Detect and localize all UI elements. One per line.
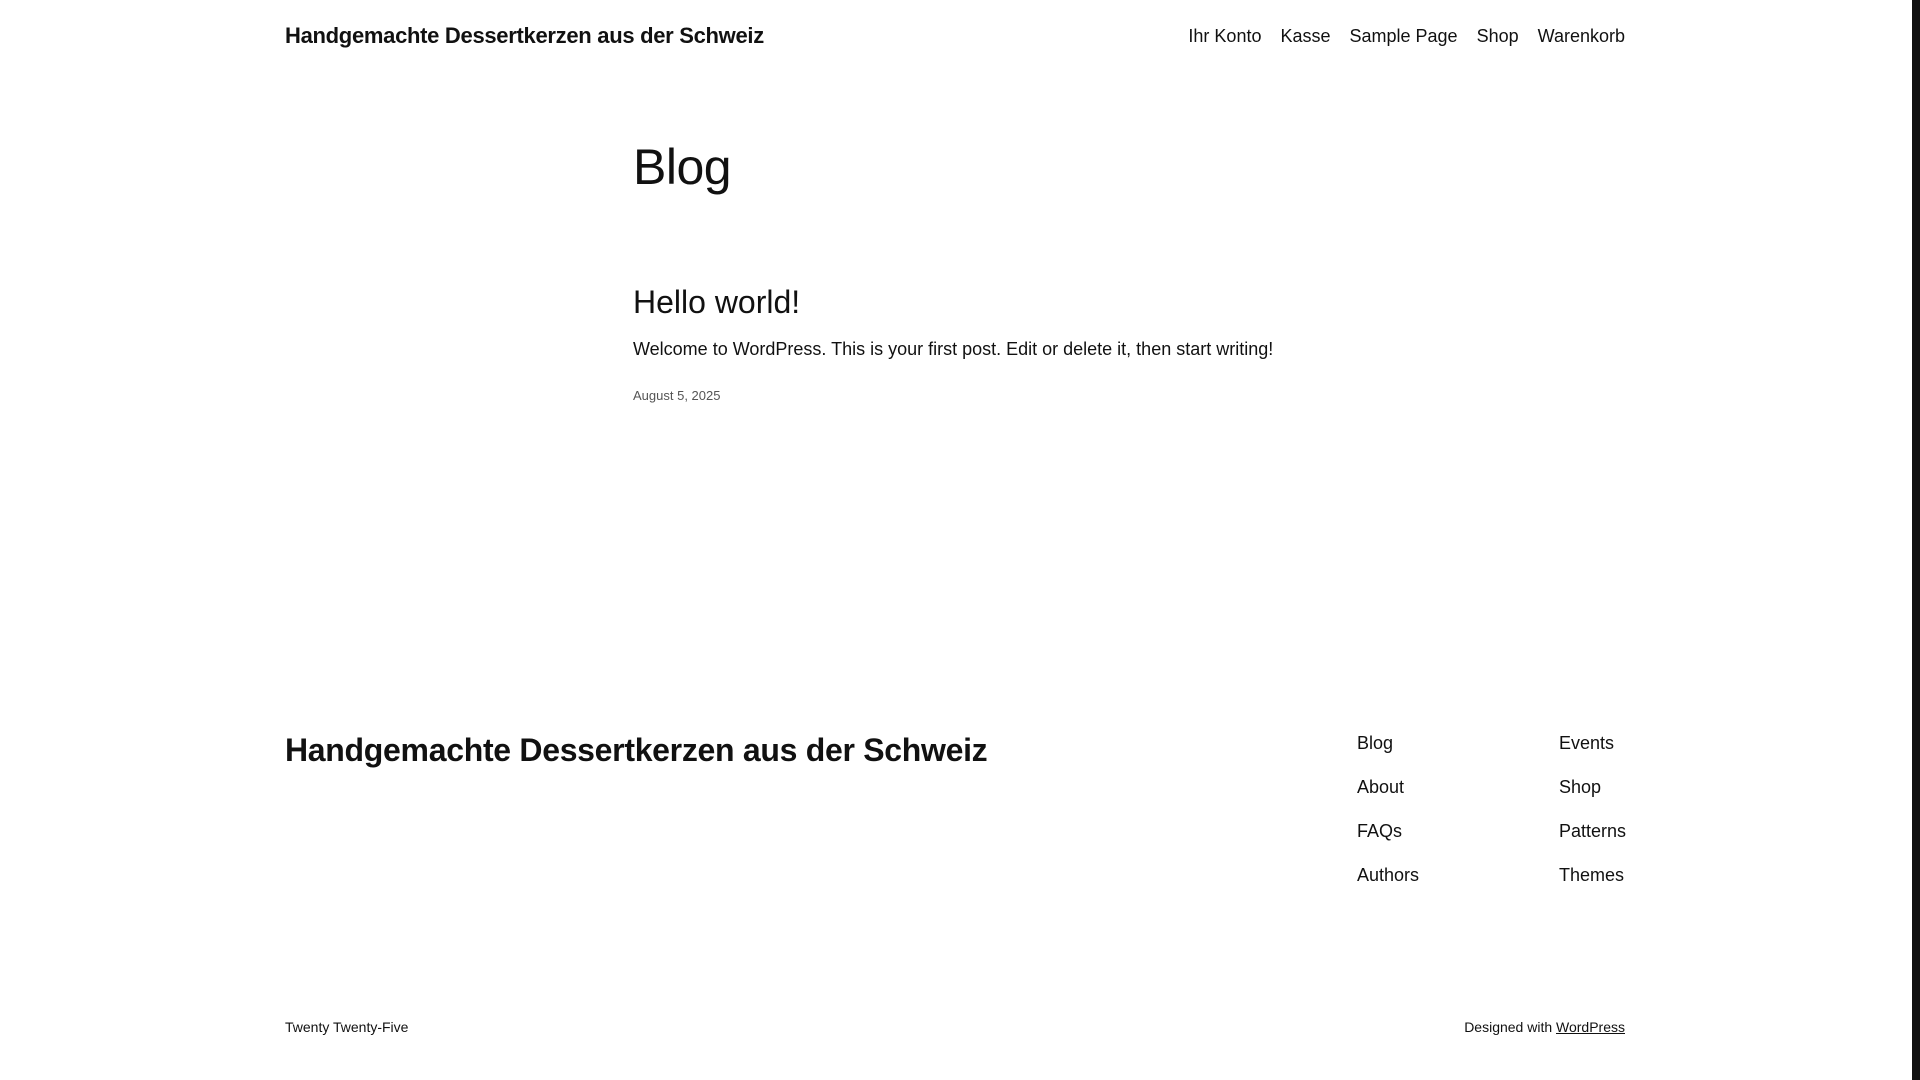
footer-site-title: [285, 731, 987, 769]
footer-nav-column-1: [1357, 731, 1419, 887]
theme-credit: Twenty Twenty-Five: [285, 1019, 409, 1035]
post-excerpt: Welcome to WordPress. This is your first post. Edit or delete it, then start writing!: [633, 339, 1274, 359]
designed-with-credit: [1464, 1019, 1625, 1035]
nav-item-ihr-konto[interactable]: Ihr Konto: [1188, 25, 1262, 46]
page-title: Blog: [633, 139, 732, 195]
footer-link-shop[interactable]: Shop: [1559, 777, 1602, 797]
footer-link-themes[interactable]: Themes: [1559, 865, 1625, 885]
footer-link-authors[interactable]: Authors: [1357, 865, 1420, 885]
footer-link-events[interactable]: Events: [1559, 733, 1615, 753]
nav-item-warenkorb[interactable]: Warenkorb: [1537, 25, 1625, 46]
nav-item-sample-page[interactable]: Sample Page: [1349, 25, 1458, 46]
footer-site-title-link[interactable]: Handgemachte Dessertkerzen aus der Schweiz: [285, 732, 988, 768]
post-date: August 5, 2025: [633, 388, 721, 403]
footer-link-about[interactable]: About: [1357, 777, 1405, 797]
nav-item-shop[interactable]: Shop: [1476, 25, 1519, 46]
wordpress-link[interactable]: WordPress: [1556, 1019, 1625, 1035]
nav-item-kasse[interactable]: Kasse: [1280, 25, 1331, 46]
site-header: [285, 22, 1625, 50]
site-title-link[interactable]: Handgemachte Dessertkerzen aus der Schweiz: [285, 23, 764, 48]
footer-link-faqs[interactable]: FAQs: [1357, 821, 1403, 841]
vertical-scrollbar[interactable]: [1912, 0, 1920, 1080]
post-card: [633, 282, 1433, 403]
post-title-link[interactable]: Hello world!: [633, 284, 801, 320]
designed-with-text: Designed with: [1464, 1019, 1553, 1035]
footer-nav-column-2: [1559, 731, 1626, 887]
footer-link-blog[interactable]: Blog: [1357, 733, 1394, 753]
footer-link-patterns[interactable]: Patterns: [1559, 821, 1627, 841]
primary-navigation: [1188, 26, 1625, 47]
post-title: [633, 282, 1433, 322]
